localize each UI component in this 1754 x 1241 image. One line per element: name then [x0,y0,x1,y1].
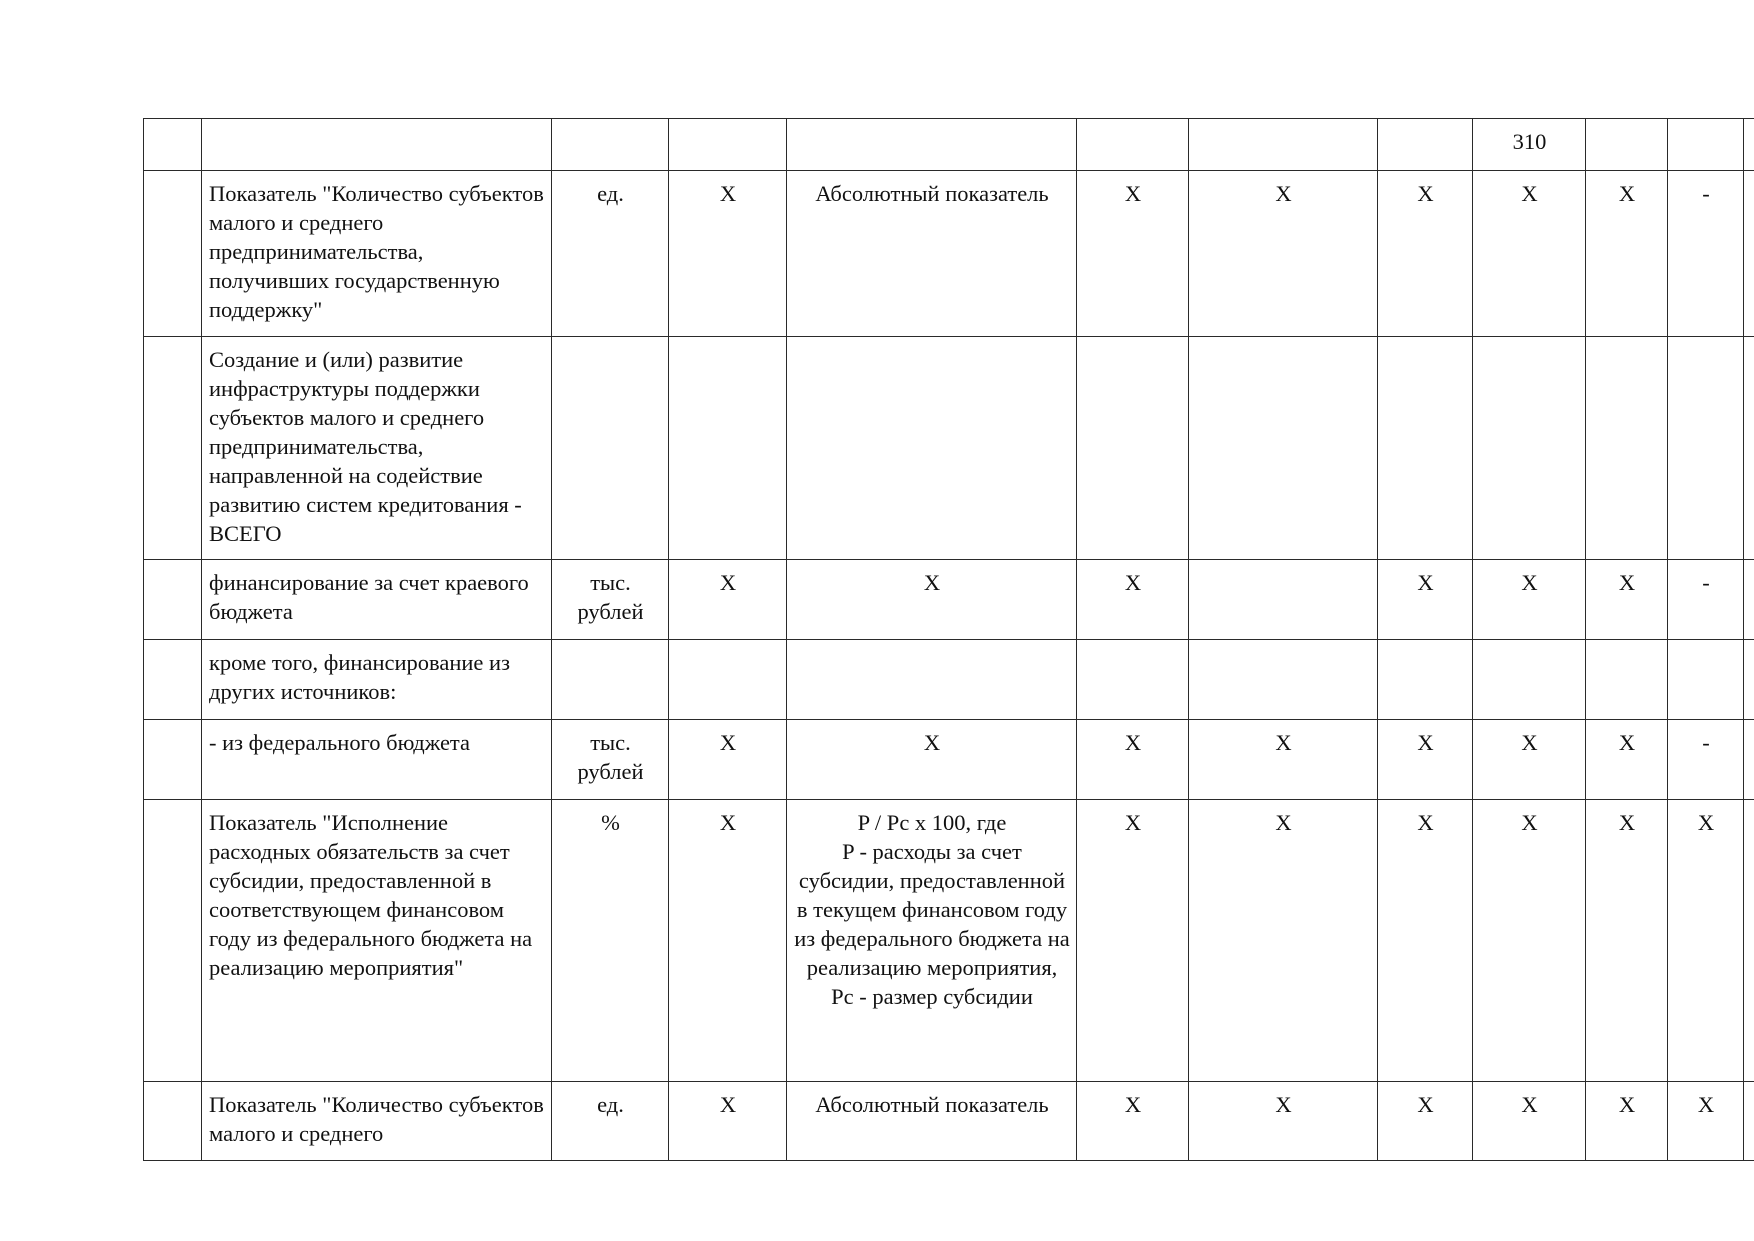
cell-c7: X [1189,720,1378,800]
cell-unit: ед. [552,1082,669,1161]
table-row [144,560,1754,640]
cell-unit [552,640,669,720]
cell-c8: X [1378,720,1473,800]
cell-name: кроме того, финансирование из других источников: [202,640,552,720]
cell-c8 [1378,337,1473,560]
cell-no [144,800,202,1082]
cell-name: Показатель "Исполнение расходных обязательств за счет субсидии, предоставленной в соответствующем финансовом году из федерального бюджета на реализацию мероприятия" [202,800,552,1082]
table-row [144,119,1754,171]
cell-c8: X [1378,1082,1473,1161]
cell-c9: X [1473,171,1586,337]
cell-c8 [1378,119,1473,171]
cell-c11 [1668,119,1744,171]
cell-c9: X [1473,720,1586,800]
cell-method [787,119,1077,171]
cell-c10 [1586,119,1668,171]
cell-c7 [1189,337,1378,560]
cell-method: Абсолютный показатель [787,171,1077,337]
cell-no [144,337,202,560]
cell-unit: ед. [552,171,669,337]
cell-c10: X [1586,1082,1668,1161]
cell-c11: - [1668,171,1744,337]
table-row [144,800,1754,1082]
cell-c6 [1077,337,1189,560]
cell-c10 [1586,337,1668,560]
cell-c10: X [1586,720,1668,800]
cell-unit: тыс. рублей [552,560,669,640]
cell-c7: X [1189,171,1378,337]
cell-c4: X [669,800,787,1082]
cell-name: - из федерального бюджета [202,720,552,800]
cell-c6 [1077,640,1189,720]
table-row [144,720,1754,800]
cell-unit [552,119,669,171]
cell-no [144,119,202,171]
cell-method: P / Pc x 100, где P - расходы за счет субсидии, предоставленной в текущем финансовом году из федерального бюджета на реализацию мероприятия, Pc - размер субсидии [787,800,1077,1082]
cell-method [787,337,1077,560]
cell-c10: X [1586,560,1668,640]
cell-name: Показатель "Количество субъектов малого и среднего предпринимательства, получивших государственную поддержку" [202,171,552,337]
cell-c7 [1189,640,1378,720]
cell-c9: X [1473,1082,1586,1161]
table-row [144,171,1754,337]
cell-c6: X [1077,800,1189,1082]
cell-cut-off [1744,720,1754,800]
cell-c8: X [1378,171,1473,337]
cell-no [144,171,202,337]
cell-c9: 310 [1473,119,1586,171]
table-row [144,337,1754,560]
cell-c8 [1378,640,1473,720]
cell-c9: X [1473,800,1586,1082]
cell-c6: X [1077,1082,1189,1161]
cell-name [202,119,552,171]
cell-c4: X [669,720,787,800]
cell-cut-off [1744,171,1754,337]
cell-name: Создание и (или) развитие инфраструктуры поддержки субъектов малого и среднего предпринимательства, направленной на содействие развитию систем кредитования - ВСЕГО [202,337,552,560]
cell-c7: X [1189,800,1378,1082]
cell-c7: X [1189,1082,1378,1161]
cell-no [144,640,202,720]
cell-c7 [1189,119,1378,171]
cell-c8: X [1378,560,1473,640]
table-row [144,640,1754,720]
cell-c7 [1189,560,1378,640]
table-row [144,1082,1754,1161]
cell-c10 [1586,640,1668,720]
cell-c9 [1473,640,1586,720]
cell-method: Абсолютный показатель [787,1082,1077,1161]
cell-c11: X [1668,800,1744,1082]
cell-c11: - [1668,720,1744,800]
cell-unit [552,337,669,560]
cell-c6: X [1077,720,1189,800]
cell-unit: тыс. рублей [552,720,669,800]
cell-unit: % [552,800,669,1082]
cell-c4: X [669,171,787,337]
cell-cut-off [1744,640,1754,720]
cell-c6: X [1077,560,1189,640]
cell-c11: - [1668,560,1744,640]
cell-c4 [669,337,787,560]
cell-c8: X [1378,800,1473,1082]
cell-no [144,560,202,640]
cell-c11: X [1668,1082,1744,1161]
cell-method [787,640,1077,720]
cell-cut-off [1744,1082,1754,1161]
cell-c11 [1668,640,1744,720]
cell-c4: X [669,1082,787,1161]
cell-cut-off [1744,800,1754,1082]
cell-method: X [787,720,1077,800]
cell-name: Показатель "Количество субъектов малого и среднего [202,1082,552,1161]
cell-cut-off [1744,119,1754,171]
cell-c9 [1473,337,1586,560]
cell-cut-off [1744,560,1754,640]
cell-method: X [787,560,1077,640]
cell-c10: X [1586,800,1668,1082]
cell-c4 [669,640,787,720]
cell-c11 [1668,337,1744,560]
cell-no [144,720,202,800]
cell-name: финансирование за счет краевого бюджета [202,560,552,640]
cell-c9: X [1473,560,1586,640]
cell-c10: X [1586,171,1668,337]
cell-no [144,1082,202,1161]
cell-cut-off [1744,337,1754,560]
cell-c6 [1077,119,1189,171]
cell-c4: X [669,560,787,640]
cell-c6: X [1077,171,1189,337]
indicator-table [143,118,1754,1161]
cell-c4 [669,119,787,171]
